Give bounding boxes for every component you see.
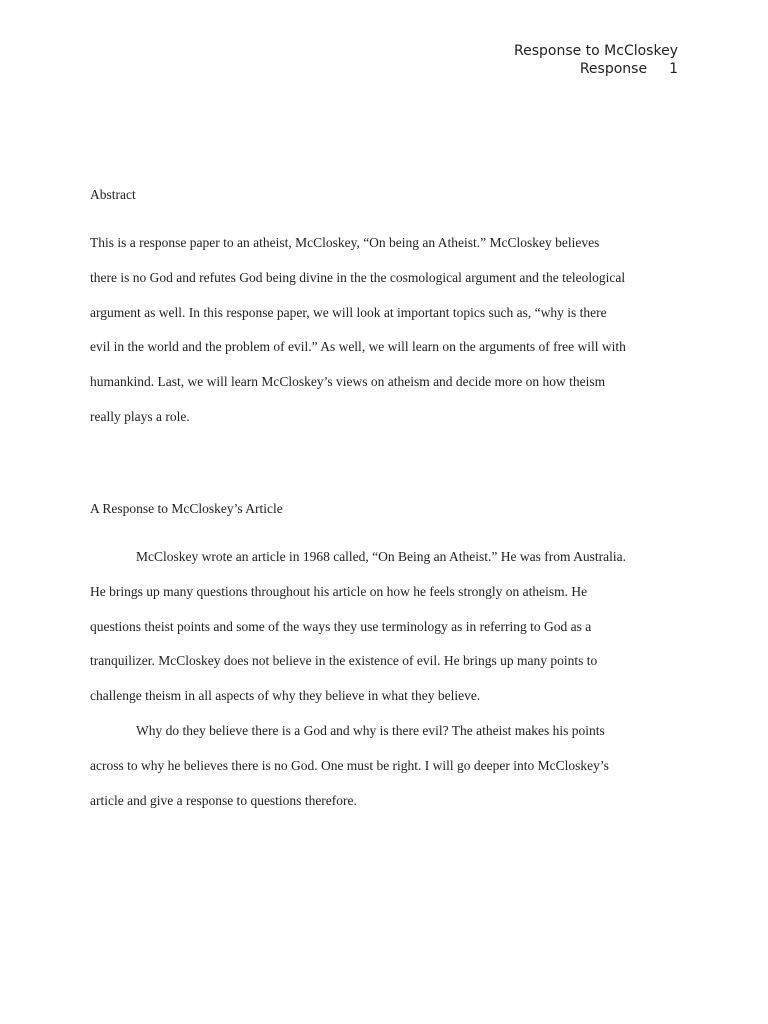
header-title: Response to McCloskey <box>513 43 678 59</box>
header-running-head-row <box>514 60 678 78</box>
section-body <box>90 540 690 818</box>
abstract-line: argument as well. In this response paper, we will look at important topics such as, “why is there <box>90 304 607 320</box>
abstract-line: humankind. Last, we will learn McCloskey’s views on atheism and decide more on how theism <box>90 374 606 390</box>
paragraph-line: article and give a response to questions therefore. <box>90 792 357 808</box>
page-number: 1 <box>669 61 678 77</box>
abstract-line: there is no God and refutes God being divine in the the cosmological argument and the teleological <box>90 269 626 285</box>
section-heading: A Response to McCloskey’s Article <box>90 501 283 516</box>
paragraph-line: across to why he believes there is no God. One must be right. I will go deeper into McCloskey’s <box>90 757 609 773</box>
abstract-heading: Abstract <box>90 187 136 202</box>
paragraph-first-line: Why do they believe there is a God and why is there evil? The atheist makes his points <box>136 722 605 738</box>
abstract-paragraph <box>90 226 690 435</box>
abstract-line: evil in the world and the problem of evil.” As well, we will learn on the arguments of free will with <box>90 339 626 355</box>
abstract-line: This is a response paper to an atheist, McCloskey, “On being an Atheist.” McCloskey believes <box>90 235 600 250</box>
paragraph-line: challenge theism in all aspects of why they believe in what they believe. <box>90 688 481 704</box>
abstract-line: really plays a role. <box>90 408 190 424</box>
paragraph-line: tranquilizer. McCloskey does not believe in the existence of evil. He brings up many points to <box>90 653 598 669</box>
paragraph-line: He brings up many questions throughout his article on how he feels strongly on atheism. He <box>90 583 588 599</box>
paragraph-line: questions theist points and some of the ways they use terminology as in referring to God as a <box>90 618 592 634</box>
paragraph-first-line: McCloskey wrote an article in 1968 called, “On Being an Atheist.” He was from Australia. <box>136 549 626 564</box>
header-running-head: Response <box>579 61 648 77</box>
page-header <box>514 42 678 78</box>
